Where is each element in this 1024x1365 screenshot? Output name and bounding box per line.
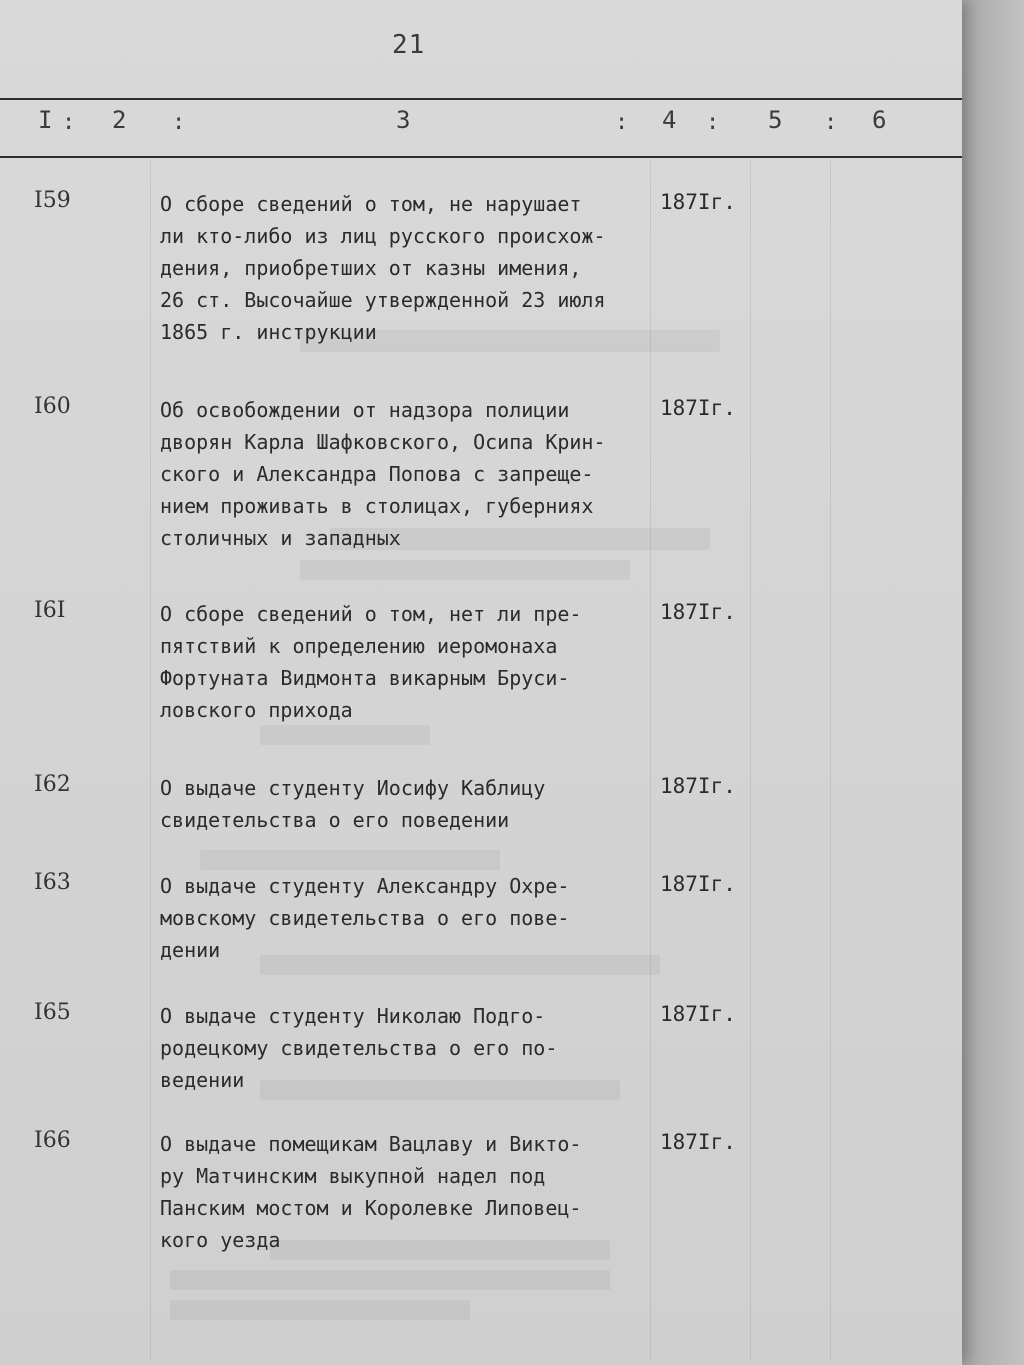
description-line: 1865 г. инструкции: [160, 320, 377, 344]
entry-year: 187Iг.: [660, 1130, 736, 1154]
underlying-page-edge: [962, 0, 1024, 1365]
description-line: О выдаче студенту Николаю Подго-: [160, 1004, 546, 1028]
description-line: дения, приобретших от казны имения,: [160, 256, 582, 280]
description-line: ру Матчинским выкупной надел под: [160, 1164, 546, 1188]
entry-number: I60: [34, 394, 71, 419]
column-separator: :: [824, 110, 838, 135]
description-line: дении: [160, 938, 221, 962]
description-line: ли кто-либо из лиц русского происхож-: [160, 224, 606, 248]
description-line: ведении: [160, 1068, 245, 1092]
description-line: О выдаче студенту Александру Охре-: [160, 874, 570, 898]
column-separator: :: [172, 110, 186, 135]
column-header-4: 4: [662, 106, 677, 134]
entry-year: 187Iг.: [660, 872, 736, 896]
entry-year: 187Iг.: [660, 396, 736, 420]
description-line: Фортуната Видмонта викарным Бруси-: [160, 666, 570, 690]
entry-number: I59: [34, 188, 71, 213]
entry-description: [160, 870, 645, 966]
entry-number: I62: [34, 772, 71, 797]
description-line: 26 ст. Высочайше утвержденной 23 июля: [160, 288, 606, 312]
entry-year: 187Iг.: [660, 774, 736, 798]
description-line: Панским мостом и Королевке Липовец-: [160, 1196, 582, 1220]
description-line: О выдаче помещикам Вацлаву и Викто-: [160, 1132, 582, 1156]
column-header-6: 6: [872, 106, 887, 134]
description-line: Об освобождении от надзора полиции: [160, 398, 570, 422]
entry-description: [160, 1000, 645, 1096]
column-header-2: 2: [112, 106, 127, 134]
description-line: О выдаче студенту Иосифу Каблицу: [160, 776, 546, 800]
description-line: ловского прихода: [160, 698, 353, 722]
column-separator: :: [706, 110, 720, 135]
description-line: ского и Александра Попова с запреще-: [160, 462, 594, 486]
entry-year: 187Iг.: [660, 1002, 736, 1026]
column-separator: :: [62, 110, 76, 135]
column-separator: :: [615, 110, 629, 135]
column-header-5: 5: [768, 106, 783, 134]
entry-number: I65: [34, 1000, 71, 1025]
description-line: мовскому свидетельства о его пове-: [160, 906, 570, 930]
description-line: столичных и западных: [160, 526, 401, 550]
entry-description: [160, 598, 645, 726]
description-line: родецкому свидетельства о его по-: [160, 1036, 558, 1060]
entry-description: [160, 1128, 645, 1256]
entry-number: I6I: [34, 598, 66, 623]
page-number: 21: [392, 30, 426, 60]
description-line: свидетельства о его поведении: [160, 808, 510, 832]
entry-number: I63: [34, 870, 71, 895]
entry-description: [160, 394, 645, 554]
entry-year: 187Iг.: [660, 600, 736, 624]
description-line: пятствий к определению иеромонаха: [160, 634, 558, 658]
description-line: дворян Карла Шафковского, Осипа Крин-: [160, 430, 606, 454]
description-line: нием проживать в столицах, губерниях: [160, 494, 594, 518]
entry-description: [160, 188, 645, 348]
entry-description: [160, 772, 645, 836]
description-line: О сборе сведений о том, нет ли пре-: [160, 602, 582, 626]
entry-number: I66: [34, 1128, 71, 1153]
column-header-3: 3: [396, 106, 411, 134]
description-line: кого уезда: [160, 1228, 281, 1252]
column-header-1: I: [38, 106, 53, 134]
description-line: О сборе сведений о том, не нарушает: [160, 192, 582, 216]
entry-year: 187Iг.: [660, 190, 736, 214]
